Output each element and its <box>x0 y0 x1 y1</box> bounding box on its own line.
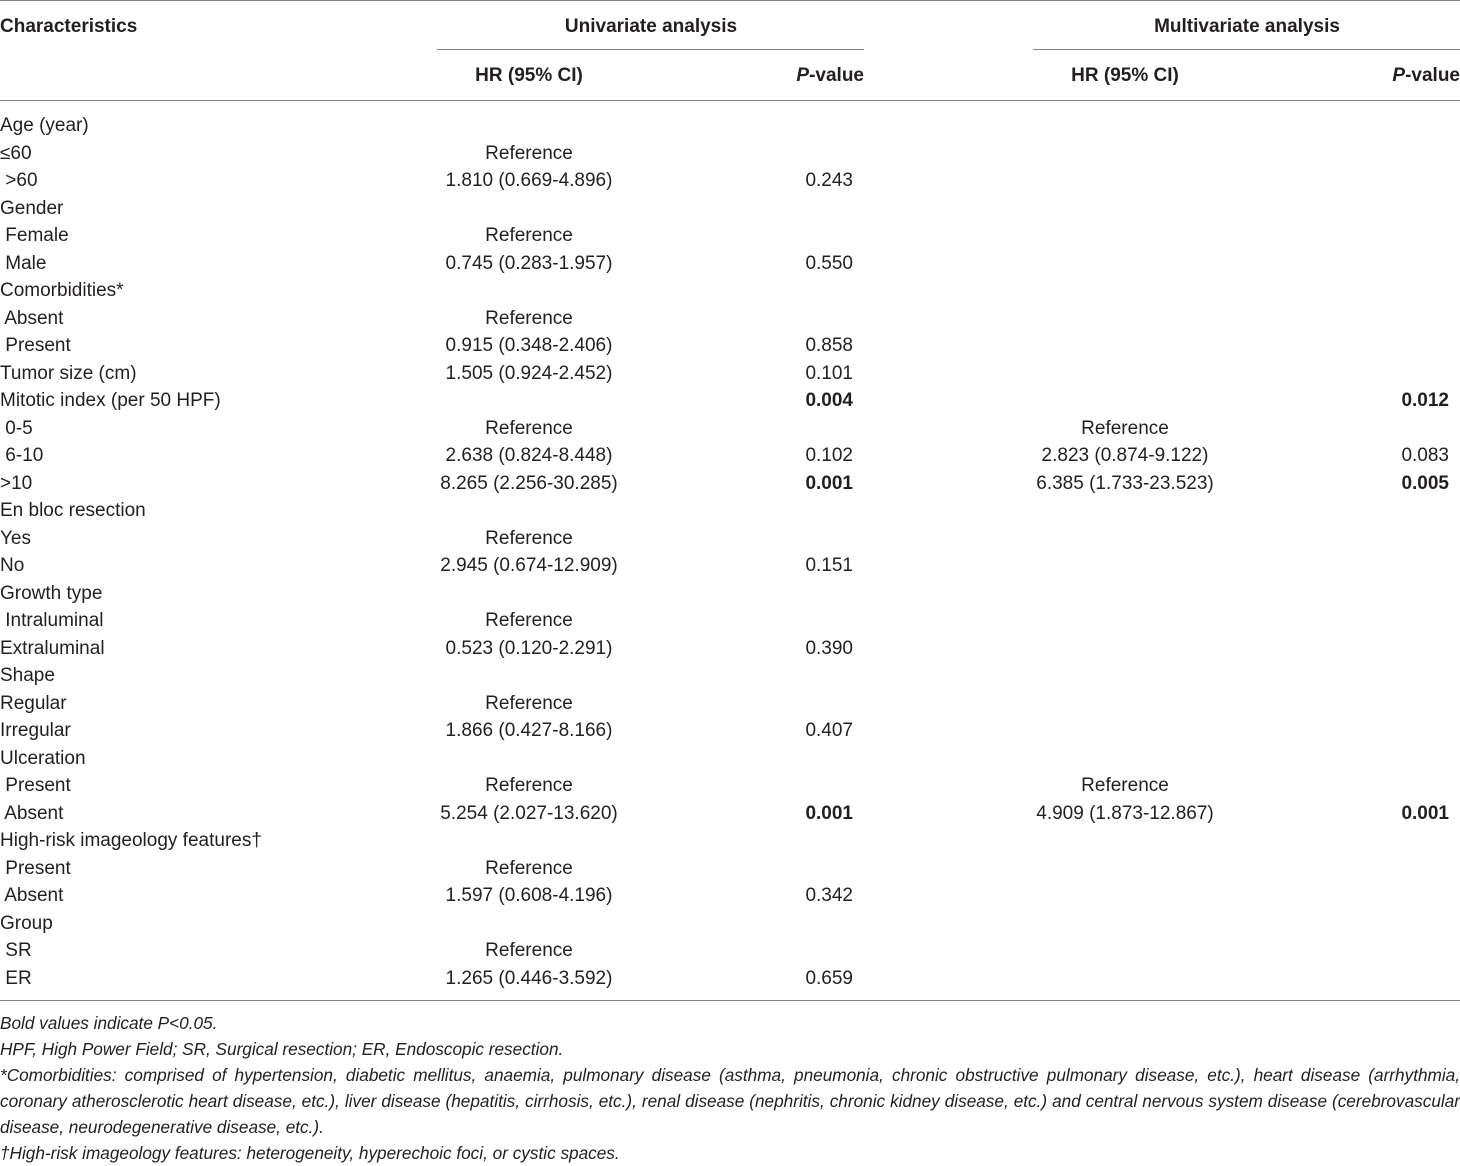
row-label: Male <box>0 252 47 274</box>
table-row <box>0 168 1460 196</box>
univariate-hr-cell: 1.810 (0.669-4.896) <box>445 170 613 191</box>
table-row <box>0 388 1460 416</box>
table-row <box>0 361 1460 389</box>
univariate-hr-cell: Reference <box>485 775 573 796</box>
univariate-p-cell: 0.390 <box>805 637 853 659</box>
univariate-hr-cell: Reference <box>485 692 573 714</box>
row-label: Irregular <box>0 720 71 741</box>
table-row <box>0 196 1460 224</box>
header-univariate-p <box>796 65 864 87</box>
row-label: >10 <box>0 472 33 494</box>
footnote-imageology: †High-risk imageology features: heterogeneity, hyperechoic foci, or cystic spaces. <box>0 1143 620 1163</box>
row-label: Mitotic index (per 50 HPF) <box>0 390 221 411</box>
table-row <box>0 663 1460 691</box>
multivariate-hr-cell: Reference <box>1081 775 1169 796</box>
univariate-hr-cell: 0.915 (0.348-2.406) <box>445 335 613 356</box>
table-row <box>0 526 1460 554</box>
univariate-hr-cell: Reference <box>485 527 573 549</box>
univariate-hr-cell: 1.866 (0.427-8.166) <box>445 720 613 741</box>
multivariate-p-cell: 0.001 <box>1401 802 1449 824</box>
univariate-hr-cell: 1.265 (0.446-3.592) <box>445 967 613 989</box>
table-row <box>0 966 1460 994</box>
multivariate-p-cell: 0.012 <box>1401 390 1449 411</box>
row-label: Absent <box>0 885 64 906</box>
univariate-p-cell: 0.407 <box>805 720 853 741</box>
row-label: Female <box>0 225 69 246</box>
univariate-hr-cell: Reference <box>485 307 573 329</box>
header-univariate: Univariate analysis <box>564 16 738 37</box>
row-label: Absent <box>0 802 64 824</box>
table-row <box>0 251 1460 279</box>
row-label: Present <box>0 857 71 879</box>
univariate-hr-cell: 1.597 (0.608-4.196) <box>445 885 613 906</box>
p-italic-letter: P <box>796 65 810 86</box>
p-suffix: -value <box>1405 65 1460 86</box>
univariate-hr-cell: Reference <box>485 142 573 164</box>
table-bottom-rule <box>0 1000 1460 1001</box>
row-label: Comorbidities* <box>0 280 124 301</box>
p-suffix: -value <box>809 65 864 86</box>
table-row <box>0 691 1460 719</box>
table-top-rule <box>0 0 1460 1</box>
table-row <box>0 938 1460 966</box>
row-label: ≤60 <box>0 142 32 164</box>
table-row <box>0 223 1460 251</box>
header-multivariate-hr: HR (95% CI) <box>1071 65 1179 86</box>
univariate-p-cell: 0.858 <box>805 335 853 356</box>
table-row <box>0 883 1460 911</box>
univariate-p-cell: 0.102 <box>805 445 853 466</box>
p-italic-letter: P <box>1392 65 1406 86</box>
table-row <box>0 416 1460 444</box>
multivariate-hr-cell: 2.823 (0.874-9.122) <box>1041 445 1209 466</box>
table-row <box>0 718 1460 746</box>
univariate-hr-cell: 0.745 (0.283-1.957) <box>445 252 613 274</box>
multivariate-hr-cell: 4.909 (1.873-12.867) <box>1036 802 1214 824</box>
row-label: 6-10 <box>0 445 44 466</box>
univariate-p-cell: 0.001 <box>805 472 853 494</box>
row-label: Intraluminal <box>0 610 104 631</box>
header-multivariate: Multivariate analysis <box>1154 16 1340 37</box>
univariate-hr-cell: 1.505 (0.924-2.452) <box>445 362 613 384</box>
table-row <box>0 911 1460 939</box>
header-multivariate-p <box>1392 65 1460 87</box>
table-row <box>0 278 1460 306</box>
footnote-comorbidities: *Comorbidities: comprised of hypertension, diabetic mellitus, anaemia, pulmonary disease (asthma, pneumonia, chronic obstructive pulmonary disease, etc.), heart disease (arrhythmia, coronary atherosclerotic heart disease, etc.), liver disease (hepatitis, cirrhosis, etc.), renal disease (nephritis, chronic kidney disease, etc.) and central nervous system disease (cerebrovascular disease, neurodegenerative disease, etc.). <box>0 1065 1460 1137</box>
multivariate-p-cell: 0.005 <box>1401 472 1449 494</box>
footnote-bold: Bold values indicate P<0.05. <box>0 1013 218 1033</box>
row-label: Age (year) <box>0 115 89 136</box>
univariate-p-cell: 0.659 <box>805 967 853 989</box>
univariate-hr-cell: Reference <box>485 610 573 631</box>
row-label: No <box>0 555 25 576</box>
univariate-hr-cell: 0.523 (0.120-2.291) <box>445 637 613 659</box>
row-label: 0-5 <box>0 417 33 439</box>
header-characteristics: Characteristics <box>0 16 138 37</box>
table-row <box>0 636 1460 664</box>
row-label: En bloc resection <box>0 500 146 521</box>
table-row <box>0 828 1460 856</box>
univariate-p-cell: 0.243 <box>805 170 853 191</box>
univariate-p-cell: 0.101 <box>805 362 853 384</box>
multivariate-p-cell: 0.083 <box>1401 445 1449 466</box>
row-label: Extraluminal <box>0 637 105 659</box>
row-label: Gender <box>0 197 64 219</box>
table-footnotes <box>0 1010 1460 1166</box>
row-label: Ulceration <box>0 747 86 769</box>
row-label: High-risk imageology features† <box>0 830 262 851</box>
table-row <box>0 608 1460 636</box>
table-row <box>0 306 1460 334</box>
table-row <box>0 581 1460 609</box>
univariate-hr-cell: 2.638 (0.824-8.448) <box>445 445 613 466</box>
table-body <box>0 113 1460 993</box>
row-label: Present <box>0 335 71 356</box>
multivariate-span-rule <box>1033 49 1460 50</box>
univariate-hr-cell: Reference <box>485 857 573 879</box>
univariate-hr-cell: 2.945 (0.674-12.909) <box>440 555 618 576</box>
table-row <box>0 443 1460 471</box>
row-label: Present <box>0 775 71 796</box>
univariate-hr-cell: Reference <box>485 940 573 961</box>
row-label: ER <box>0 967 32 989</box>
table-row <box>0 141 1460 169</box>
table-row <box>0 553 1460 581</box>
univariate-p-cell: 0.151 <box>805 555 853 576</box>
univariate-p-cell: 0.550 <box>805 252 853 274</box>
univariate-hr-cell: 8.265 (2.256-30.285) <box>440 472 618 494</box>
row-label: Shape <box>0 665 55 686</box>
row-label: Growth type <box>0 582 103 604</box>
row-label: Tumor size (cm) <box>0 362 137 384</box>
header-univariate-hr: HR (95% CI) <box>475 65 583 86</box>
univariate-p-cell: 0.004 <box>805 390 853 411</box>
univariate-p-cell: 0.342 <box>805 885 853 906</box>
table-row <box>0 471 1460 499</box>
table-row <box>0 856 1460 884</box>
table-row <box>0 773 1460 801</box>
table-row <box>0 498 1460 526</box>
univariate-p-cell: 0.001 <box>805 802 853 824</box>
univariate-hr-cell: Reference <box>485 225 573 246</box>
univariate-span-rule <box>437 49 864 50</box>
header-bottom-rule <box>0 100 1460 101</box>
row-label: Group <box>0 912 53 934</box>
row-label: Regular <box>0 692 67 714</box>
row-label: >60 <box>0 170 38 191</box>
table-row <box>0 333 1460 361</box>
multivariate-hr-cell: 6.385 (1.733-23.523) <box>1036 472 1214 494</box>
multivariate-hr-cell: Reference <box>1081 417 1169 439</box>
table-row <box>0 746 1460 774</box>
footnote-abbreviations: HPF, High Power Field; SR, Surgical resection; ER, Endoscopic resection. <box>0 1039 564 1059</box>
row-label: Yes <box>0 527 31 549</box>
univariate-hr-cell: 5.254 (2.027-13.620) <box>440 802 618 824</box>
row-label: Absent <box>0 307 64 329</box>
univariate-hr-cell: Reference <box>485 417 573 439</box>
table-row <box>0 801 1460 829</box>
table-row <box>0 113 1460 141</box>
row-label: SR <box>0 940 32 961</box>
